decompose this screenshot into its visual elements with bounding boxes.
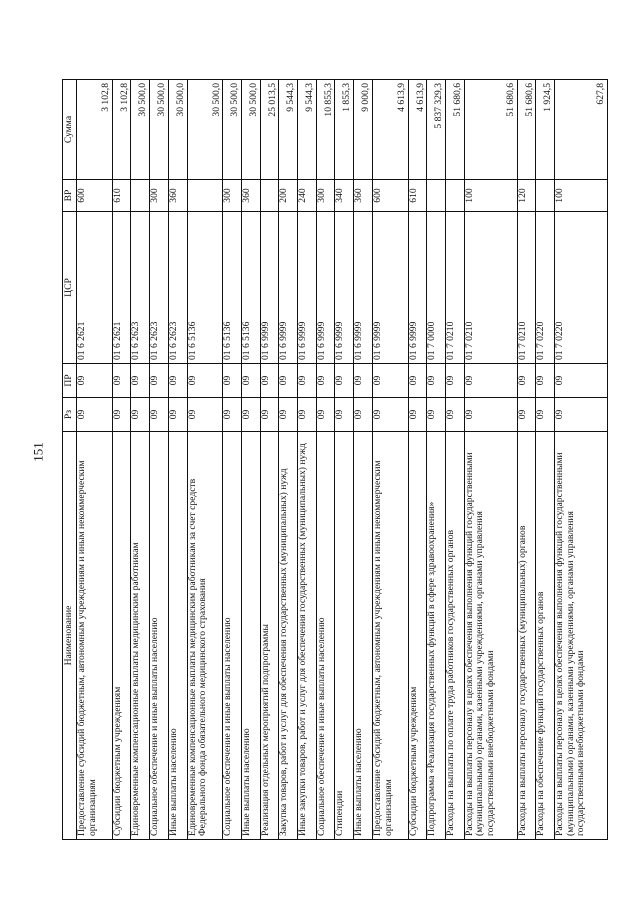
- header-name: Наименование: [63, 432, 77, 840]
- cell-rz: 09: [150, 398, 169, 432]
- cell-csr: 01 6 2621: [77, 212, 113, 364]
- cell-csr: 01 6 2623: [150, 212, 169, 364]
- cell-vr: 300: [150, 180, 169, 212]
- cell-vr: 600: [372, 180, 408, 212]
- cell-sum: 9 544,3: [298, 80, 317, 180]
- cell-pr: 09: [445, 364, 464, 398]
- cell-name: Социальное обеспечение и иные выплаты населению: [150, 432, 169, 840]
- cell-csr: 01 6 9999: [279, 212, 298, 364]
- cell-vr: [260, 180, 279, 212]
- cell-rz: 09: [298, 398, 317, 432]
- cell-rz: 09: [168, 398, 187, 432]
- table-row: [335, 80, 354, 840]
- cell-name: Субсидии бюджетным учреждениям: [408, 432, 427, 840]
- cell-pr: 09: [335, 364, 354, 398]
- cell-sum: 4 613,9: [372, 80, 408, 180]
- cell-sum: 9 544,3: [279, 80, 298, 180]
- table-row: [242, 80, 261, 840]
- cell-rz: 09: [445, 398, 464, 432]
- table-row: [427, 80, 446, 840]
- cell-name: Расходы на выплаты персоналу в целях обеспечения выполнения функций государственными (муниципальными) органами, казенными учреждениями, органами управления государственными внебюджетными фондами: [464, 432, 517, 840]
- cell-rz: 09: [427, 398, 446, 432]
- cell-vr: 600: [77, 180, 113, 212]
- table-header-row: [63, 80, 77, 840]
- cell-pr: 09: [408, 364, 427, 398]
- cell-vr: 300: [223, 180, 242, 212]
- table-row: [223, 80, 242, 840]
- cell-name: Подпрограмма «Реализация государственных функций в сфере здравоохранения»: [427, 432, 446, 840]
- cell-csr: 01 6 2623: [131, 212, 150, 364]
- cell-pr: 09: [554, 364, 607, 398]
- cell-rz: 09: [335, 398, 354, 432]
- table-row: [408, 80, 427, 840]
- cell-rz: 09: [408, 398, 427, 432]
- cell-vr: [131, 180, 150, 212]
- cell-vr: 340: [335, 180, 354, 212]
- cell-name: Единовременные компенсационные выплаты медицинским работникам: [131, 432, 150, 840]
- header-sum: Сумма: [63, 80, 77, 180]
- cell-sum: 51 680,6: [517, 80, 536, 180]
- cell-sum: 30 500,0: [131, 80, 150, 180]
- cell-rz: 09: [536, 398, 555, 432]
- table-row: [168, 80, 187, 840]
- cell-rz: 09: [242, 398, 261, 432]
- cell-vr: 200: [279, 180, 298, 212]
- cell-csr: 01 6 9999: [372, 212, 408, 364]
- cell-csr: 01 6 5136: [223, 212, 242, 364]
- cell-sum: 30 500,0: [150, 80, 169, 180]
- cell-vr: [536, 180, 555, 212]
- budget-table: [62, 79, 608, 840]
- cell-csr: 01 6 9999: [260, 212, 279, 364]
- cell-sum: 30 500,0: [223, 80, 242, 180]
- cell-vr: 100: [464, 180, 517, 212]
- cell-vr: 360: [242, 180, 261, 212]
- cell-rz: 09: [316, 398, 335, 432]
- cell-vr: 240: [298, 180, 317, 212]
- cell-pr: 09: [464, 364, 517, 398]
- cell-vr: [445, 180, 464, 212]
- cell-name: Реализация отдельных мероприятий подпрограммы: [260, 432, 279, 840]
- rotated-table-container: [62, 80, 608, 840]
- cell-sum: 25 013,5: [260, 80, 279, 180]
- cell-name: Расходы на выплаты по оплате труда работников государственных органов: [445, 432, 464, 840]
- cell-csr: 01 7 0000: [427, 212, 446, 364]
- cell-sum: 1 855,3: [335, 80, 354, 180]
- header-rz: Рз: [63, 398, 77, 432]
- cell-csr: 01 6 2623: [168, 212, 187, 364]
- cell-csr: 01 6 9999: [316, 212, 335, 364]
- cell-rz: 09: [260, 398, 279, 432]
- cell-rz: 09: [223, 398, 242, 432]
- header-vr: ВР: [63, 180, 77, 212]
- cell-pr: 09: [77, 364, 113, 398]
- table-row: [131, 80, 150, 840]
- cell-rz: 09: [464, 398, 517, 432]
- cell-sum: 3 102,8: [77, 80, 113, 180]
- table-row: [445, 80, 464, 840]
- table-row: [316, 80, 335, 840]
- cell-csr: 01 7 0210: [464, 212, 517, 364]
- cell-vr: 360: [354, 180, 373, 212]
- cell-sum: 1 924,5: [536, 80, 555, 180]
- cell-sum: 5 837 329,3: [427, 80, 446, 180]
- cell-csr: 01 6 9999: [298, 212, 317, 364]
- table-row: [554, 80, 607, 840]
- cell-pr: 09: [316, 364, 335, 398]
- cell-sum: 10 855,3: [316, 80, 335, 180]
- cell-csr: 01 7 0220: [554, 212, 607, 364]
- cell-vr: 360: [168, 180, 187, 212]
- header-pr: ПР: [63, 364, 77, 398]
- cell-csr: 01 6 9999: [354, 212, 373, 364]
- cell-vr: 300: [316, 180, 335, 212]
- table-row: [464, 80, 517, 840]
- cell-pr: 09: [150, 364, 169, 398]
- cell-sum: 3 102,8: [112, 80, 131, 180]
- cell-sum: 627,8: [554, 80, 607, 180]
- table-row: [354, 80, 373, 840]
- cell-rz: 09: [372, 398, 408, 432]
- cell-sum: 30 500,0: [187, 80, 223, 180]
- cell-name: Иные выплаты населению: [168, 432, 187, 840]
- cell-vr: [187, 180, 223, 212]
- cell-sum: 51 680,6: [464, 80, 517, 180]
- header-csr: ЦСР: [63, 212, 77, 364]
- cell-rz: 09: [77, 398, 113, 432]
- cell-name: Предоставление субсидий бюджетным, автономным учреждениям и иным некоммерческим организациям: [77, 432, 113, 840]
- cell-csr: 01 6 2621: [112, 212, 131, 364]
- table-row: [150, 80, 169, 840]
- table-row: [260, 80, 279, 840]
- cell-pr: 09: [223, 364, 242, 398]
- cell-csr: 01 7 0210: [517, 212, 536, 364]
- cell-name: Расходы на выплаты персоналу государственных (муниципальных) органов: [517, 432, 536, 840]
- cell-name: Иные выплаты населению: [242, 432, 261, 840]
- cell-rz: 09: [187, 398, 223, 432]
- cell-pr: 09: [279, 364, 298, 398]
- cell-name: Закупка товаров, работ и услуг для обеспечения государственных (муниципальных) нужд: [279, 432, 298, 840]
- cell-name: Расходы на выплаты персоналу в целях обеспечения выполнения функций государственными (муниципальными) органами, казенными учреждениями, органами управления государственными внебюджетными фондами: [554, 432, 607, 840]
- cell-rz: 09: [517, 398, 536, 432]
- cell-name: Иные закупки товаров, работ и услуг для обеспечения государственных (муниципальных) нужд: [298, 432, 317, 840]
- cell-name: Стипендии: [335, 432, 354, 840]
- cell-pr: 09: [260, 364, 279, 398]
- cell-csr: 01 7 0220: [536, 212, 555, 364]
- cell-pr: 09: [112, 364, 131, 398]
- cell-name: Социальное обеспечение и иные выплаты населению: [223, 432, 242, 840]
- cell-rz: 09: [554, 398, 607, 432]
- cell-csr: 01 7 0210: [445, 212, 464, 364]
- cell-name: Субсидии бюджетным учреждениям: [112, 432, 131, 840]
- cell-name: Единовременные компенсационные выплаты медицинским работникам за счет средств Федерального фонда обязательного медицинского страхования: [187, 432, 223, 840]
- cell-vr: [427, 180, 446, 212]
- table-row: [187, 80, 223, 840]
- table-row: [112, 80, 131, 840]
- cell-pr: 09: [298, 364, 317, 398]
- cell-csr: 01 6 9999: [335, 212, 354, 364]
- cell-rz: 09: [354, 398, 373, 432]
- cell-name: Предоставление субсидий бюджетным, автономным учреждениям и иным некоммерческим организациям: [372, 432, 408, 840]
- cell-csr: 01 6 5136: [187, 212, 223, 364]
- table-row: [77, 80, 113, 840]
- cell-pr: 09: [187, 364, 223, 398]
- cell-name: Социальное обеспечение и иные выплаты населению: [316, 432, 335, 840]
- cell-sum: 51 680,6: [445, 80, 464, 180]
- cell-pr: 09: [131, 364, 150, 398]
- cell-vr: 610: [112, 180, 131, 212]
- cell-rz: 09: [112, 398, 131, 432]
- cell-pr: 09: [242, 364, 261, 398]
- cell-name: Иные выплаты населению: [354, 432, 373, 840]
- cell-name: Расходы на обеспечение функций государственных органов: [536, 432, 555, 840]
- cell-sum: 30 500,0: [242, 80, 261, 180]
- table-row: [372, 80, 408, 840]
- table-row: [279, 80, 298, 840]
- cell-csr: 01 6 5136: [242, 212, 261, 364]
- cell-rz: 09: [131, 398, 150, 432]
- page-number: 151: [30, 442, 46, 462]
- cell-pr: 09: [372, 364, 408, 398]
- table-row: [536, 80, 555, 840]
- table-row: [517, 80, 536, 840]
- table-row: [298, 80, 317, 840]
- cell-pr: 09: [168, 364, 187, 398]
- cell-sum: 9 000,0: [354, 80, 373, 180]
- cell-pr: 09: [517, 364, 536, 398]
- cell-pr: 09: [536, 364, 555, 398]
- cell-vr: 610: [408, 180, 427, 212]
- cell-sum: 30 500,0: [168, 80, 187, 180]
- cell-vr: 100: [554, 180, 607, 212]
- cell-rz: 09: [279, 398, 298, 432]
- cell-vr: 120: [517, 180, 536, 212]
- cell-csr: 01 6 9999: [408, 212, 427, 364]
- cell-pr: 09: [427, 364, 446, 398]
- cell-sum: 4 613,9: [408, 80, 427, 180]
- cell-pr: 09: [354, 364, 373, 398]
